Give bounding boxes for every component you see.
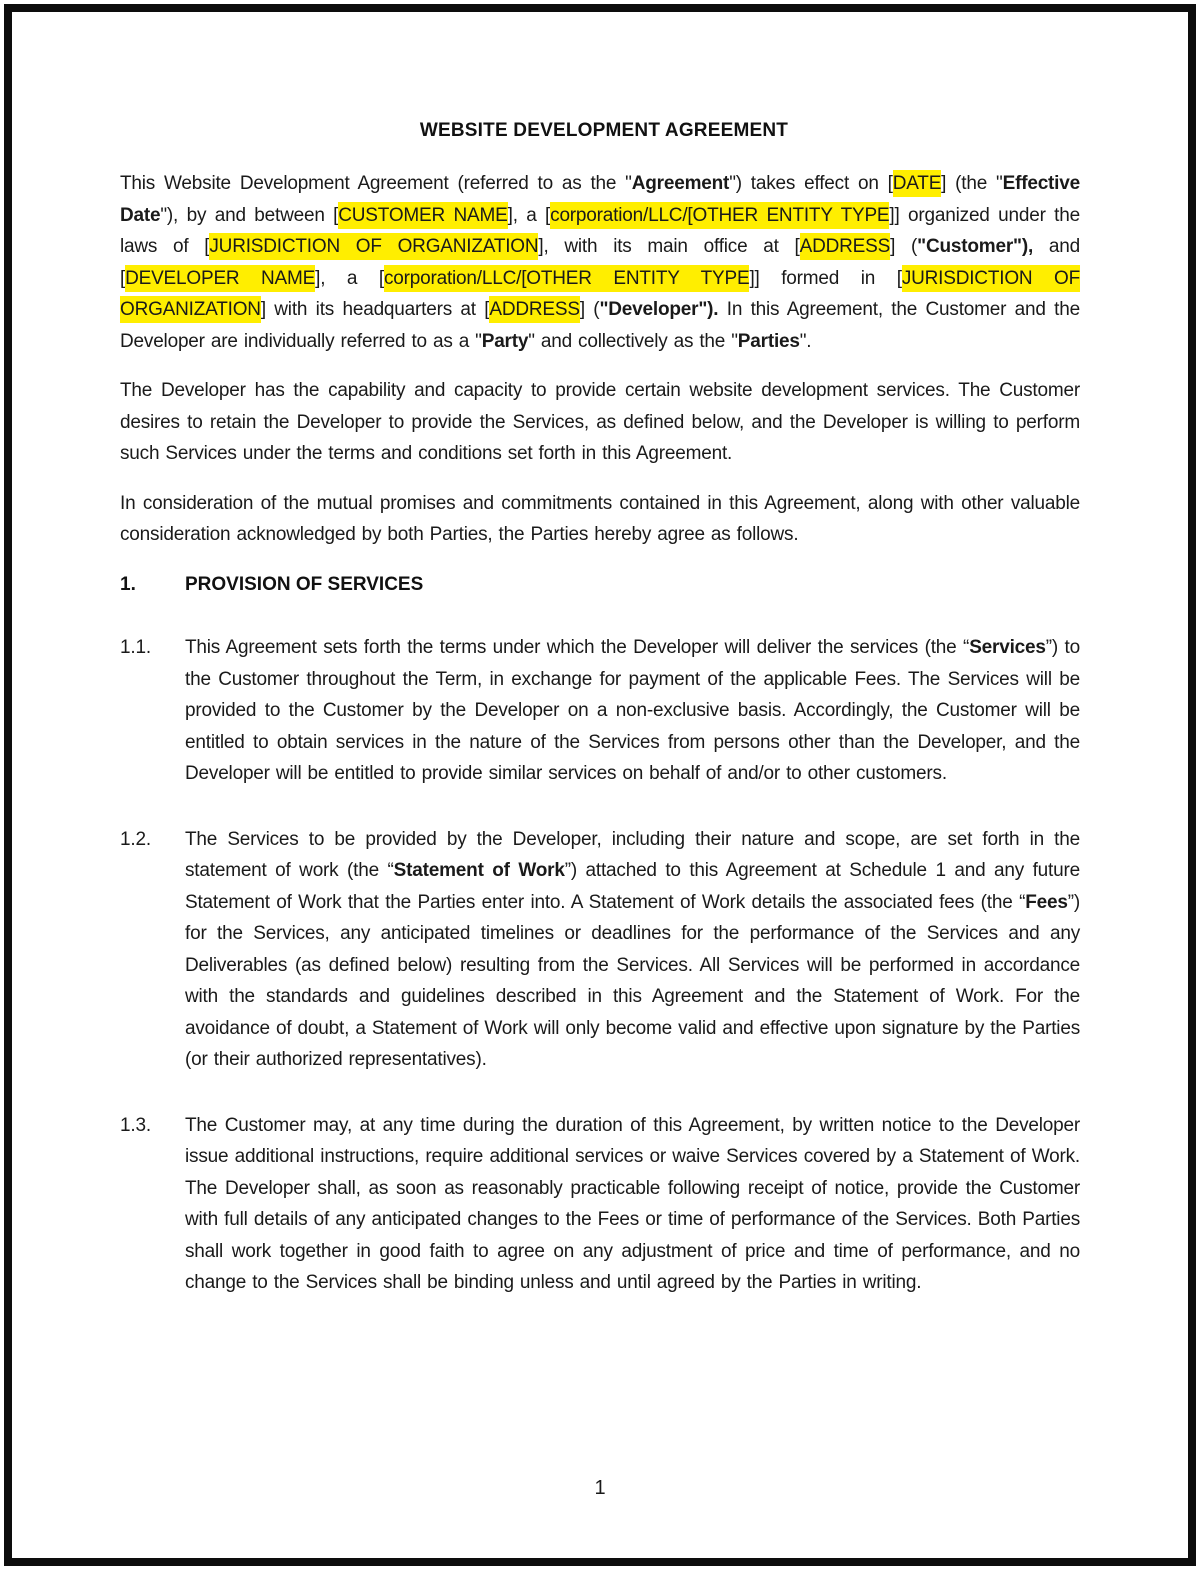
clause-1-2-number: 1.2. (120, 828, 151, 850)
defined-term: Parties (737, 330, 800, 352)
text-run: ". (799, 330, 812, 352)
text-run: The Services to be provided by the Developer, including their nature and scope, are set forth in the statement of work (the “ (185, 828, 1080, 881)
page-number: 1 (594, 1477, 606, 1499)
clause-1-2 (120, 824, 1080, 1076)
clause-1-1 (120, 632, 1080, 790)
defined-term: Effective Date (120, 173, 1080, 226)
text-run: This Agreement sets forth the terms under which the Developer will deliver the services (the “ (185, 637, 970, 658)
text-run: In this Agreement, the Customer and the Developer are individually referred to as a " (120, 299, 1080, 352)
text-run: "), by and between [ (160, 204, 339, 226)
defined-term: Services (969, 637, 1046, 658)
defined-term: Statement of Work (393, 860, 565, 881)
text-run: This Website Development Agreement (referred to as the " (120, 173, 632, 194)
text-run: In consideration of the mutual promises and commitments contained in this Agreement, along with other valuable consideration acknowledged by both Parties, the Parties hereby agree as follows. (120, 492, 1080, 545)
text-run: The Developer has the capability and capacity to provide certain website development services. The Customer desires to retain the Developer to provide the Services, as defined below, and the Developer is willing to perform such Services under the terms and conditions set forth in this Agreement. (120, 380, 1080, 464)
text-run: ]] organized under the laws of [ (120, 204, 1080, 257)
text-run: ] ( (890, 236, 918, 257)
defined-term: "Customer"), (917, 236, 1034, 257)
document-title: WEBSITE DEVELOPMENT AGREEMENT (419, 120, 789, 141)
highlighted-placeholder: ADDRESS (489, 296, 579, 323)
text-run: ”) attached to this Agreement at Schedule 1 and any future Statement of Work that the Parties enter into. A Statement of Work details the associated fees (the “ (185, 860, 1080, 913)
highlighted-placeholder: corporation/LLC/[OTHER ENTITY TYPE (384, 265, 750, 292)
text-run: ], with its main office at [ (538, 236, 800, 257)
section-1-heading (120, 569, 1080, 601)
recital-capability-paragraph (120, 375, 1080, 470)
highlighted-placeholder: CUSTOMER NAME (338, 202, 507, 229)
section-1-number: 1. (120, 573, 136, 595)
text-run: ”) to the Customer throughout the Term, in exchange for payment of the applicable Fees. The Services will be provided to the Customer by the Developer on a non-exclusive basis. Accordingly, the Customer will be entitled to obtain services in the nature of the Services from persons other than the Developer, and the Developer will be entitled to provide similar services on behalf of and/or to other customers. (185, 637, 1080, 784)
highlighted-placeholder: DEVELOPER NAME (125, 265, 315, 292)
intro-paragraph (120, 168, 1080, 357)
document-page (4, 4, 1196, 1566)
defined-term: Party (481, 330, 529, 352)
clause-1-3-text (185, 1110, 1080, 1299)
highlighted-placeholder: corporation/LLC/[OTHER ENTITY TYPE (550, 202, 889, 229)
text-run: ] with its headquarters at [ (260, 299, 490, 320)
text-run: The Customer may, at any time during the duration of this Agreement, by written notice to the Developer issue additional instructions, require additional services or waive Services covered by a Statement of Work. The Developer shall, as soon as reasonably practicable following receipt of notice, provide the Customer with full details of any anticipated changes to the Fees or time of performance of the Services. Both Parties shall work together in good faith to agree on any adjustment of price and time of performance, and no change to the Services shall be binding unless and until agreed by the Parties in writing. (185, 1114, 1080, 1293)
text-run: and [ (120, 236, 1080, 289)
text-run: ] ( (579, 299, 600, 320)
defined-term: Agreement (631, 173, 730, 194)
text-run: ”) for the Services, any anticipated timelines or deadlines for the performance of the Services and any Deliverables (as defined below) resulting from the Services. All Services will be performed in accordance with the standards and guidelines described in this Agreement and the Statement of Work. For the avoidance of doubt, a Statement of Work will only become valid and effective upon signature by the Parties (or their authorized representatives). (185, 891, 1080, 1070)
highlighted-placeholder: DATE (893, 170, 941, 197)
text-run: ], a [ (507, 204, 551, 226)
section-1-title: PROVISION OF SERVICES (185, 573, 424, 595)
text-run: ], a [ (315, 267, 384, 289)
text-run: " and collectively as the " (528, 330, 738, 352)
defined-term: "Developer"). (599, 299, 719, 320)
clause-1-2-text (185, 824, 1080, 1076)
clause-1-1-number: 1.1. (120, 637, 151, 658)
text-run: ] (the " (941, 173, 1003, 194)
recital-consideration-paragraph (120, 488, 1080, 551)
text-run: ]] formed in [ (749, 267, 902, 289)
text-run: ") takes effect on [ (729, 173, 893, 194)
clause-1-3 (120, 1110, 1080, 1299)
clause-1-3-number: 1.3. (120, 1114, 151, 1136)
highlighted-placeholder: ADDRESS (800, 233, 890, 260)
highlighted-placeholder: JURISDICTION OF ORGANIZATION (120, 265, 1080, 324)
clause-1-1-text (185, 632, 1080, 790)
highlighted-placeholder: JURISDICTION OF ORGANIZATION (209, 233, 538, 260)
defined-term: Fees (1025, 891, 1068, 913)
